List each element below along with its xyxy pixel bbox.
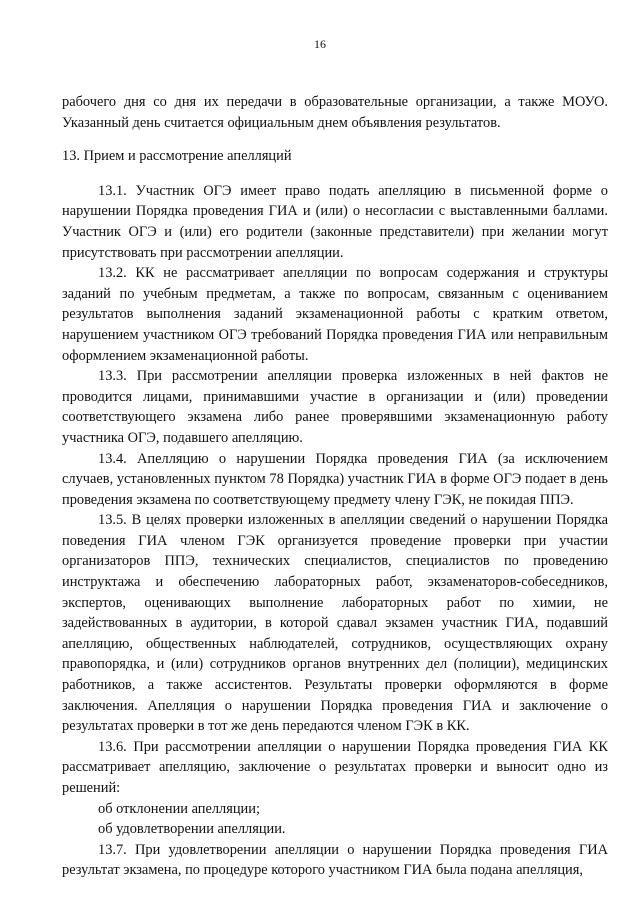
paragraph-13-7: 13.7. При удовлетворении апелляции о нарушении Порядка проведения ГИА результат экзамена, по процедуре которого участником ГИА была подана апелляция, xyxy=(62,841,608,879)
section-heading: 13. Прием и рассмотрение апелляций xyxy=(62,148,292,165)
intro-paragraph: рабочего дня со дня их передачи в образовательные организации, а также МОУО. Указанный день считается официальным днем объявления результатов. xyxy=(62,94,608,131)
paragraph-13-1: 13.1. Участник ОГЭ имеет право подать апелляцию в письменной форме о нарушении Порядка проведения ГИА и (или) о несогласии с выставленными баллами. Участник ОГЭ и (или) его родители (законные представители) при желании могут присутствовать при рассмотрении апелляции. xyxy=(62,182,608,261)
decision-reject: об отклонении апелляции; xyxy=(98,800,260,817)
paragraph-13-4: 13.4. Апелляцию о нарушении Порядка проведения ГИА (за исключением случаев, установленных пунктом 78 Порядка) участник ГИА в форме ОГЭ подает в день проведения экзамена по соответствующему предмету члену ГЭК, не покидая ППЭ. xyxy=(62,450,608,508)
page-number: 16 xyxy=(314,37,326,51)
paragraph-13-6: 13.6. При рассмотрении апелляции о нарушении Порядка проведения ГИА КК рассматривает апелляцию, заключение о результатах проверки и выносит одно из решений: xyxy=(62,738,608,796)
document-body xyxy=(62,92,608,881)
paragraph-13-3: 13.3. При рассмотрении апелляции проверка изложенных в ней фактов не проводится лицами, принимавшими участие в организации и (или) проведении соответствующего экзамена либо ранее проверявшими экзаменационную работу участника ОГЭ, подавшего апелляцию. xyxy=(62,368,608,446)
paragraph-13-2: 13.2. КК не рассматривает апелляции по вопросам содержания и структуры заданий по учебным предметам, а также по вопросам, связанным с оцениванием результатов выполнения заданий экзаменационной работы с кратким ответом, нарушением участником ОГЭ требований Порядка проведения ГИА или неправильным оформлением экзаменационной работы. xyxy=(62,265,608,364)
paragraph-13-5: 13.5. В целях проверки изложенных в апелляции сведений о нарушении Порядка поведения ГИА членом ГЭК организуется проведение проверки при участии организаторов ППЭ, технических специалистов, специалистов по проведению инструктажа и обеспечению лабораторных работ, экзаменаторов-собеседников, экспертов, оценивающих выполнение лабораторных работ по химии, не задействованных в аудитории, в которой сдавал экзамен участник ГИА, подавший апелляцию, общественных наблюдателей, сотрудников, осуществляющих охрану правопорядка, и (или) сотрудников органов внутренних дел (полиции), медицинских работников, а также ассистентов. Результаты проверки оформляются в форме заключения. Апелляция о нарушении Порядка проведения ГИА и заключение о результатах проверки в тот же день передаются членом ГЭК в КК. xyxy=(62,512,608,735)
decision-accept: об удовлетворении апелляции. xyxy=(98,821,286,838)
